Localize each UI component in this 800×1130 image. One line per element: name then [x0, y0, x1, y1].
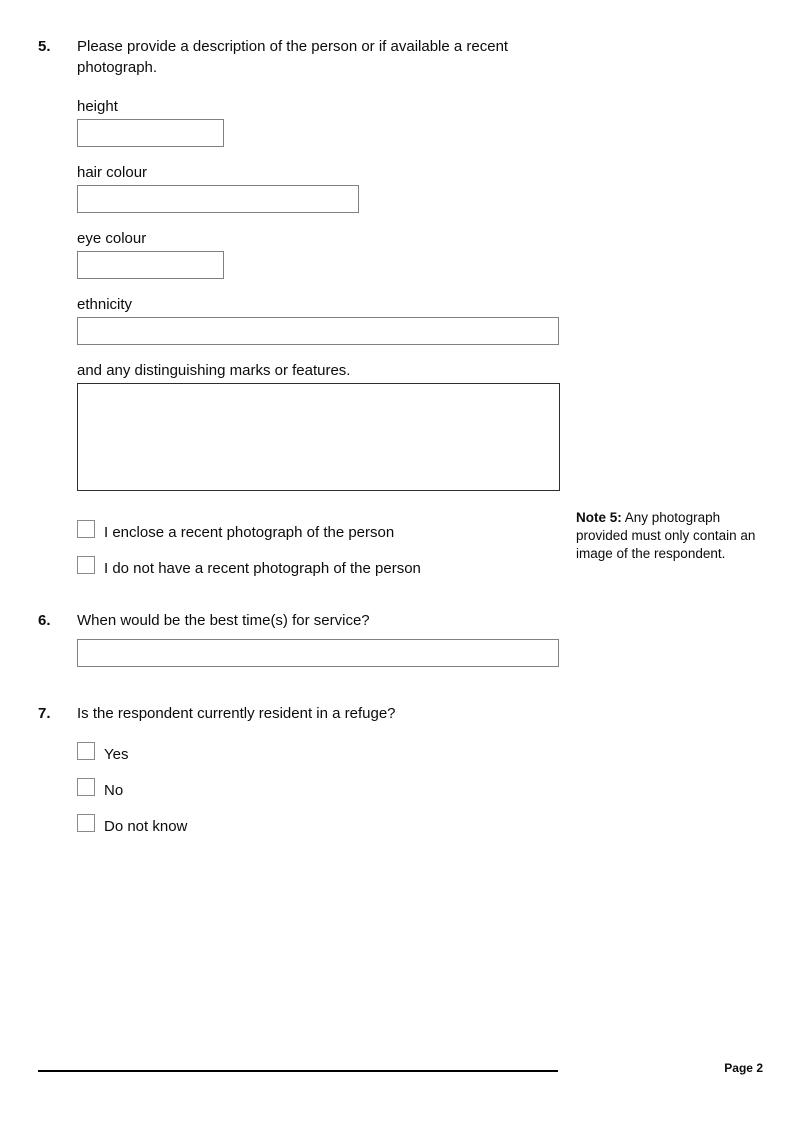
question-7	[38, 703, 598, 836]
refuge-no-label: No	[104, 782, 124, 799]
question-7-number: 7.	[38, 705, 51, 722]
question-6	[38, 610, 598, 667]
field-eye-colour	[77, 230, 598, 279]
field-hair-colour	[77, 164, 598, 213]
enclose-photo-row	[77, 520, 598, 542]
footer-divider	[38, 1070, 558, 1072]
refuge-options-group	[77, 742, 598, 836]
no-photo-checkbox[interactable]	[77, 556, 95, 574]
enclose-photo-label: I enclose a recent photograph of the person	[104, 524, 395, 541]
question-5	[38, 36, 598, 578]
page-number: Page 2	[724, 1061, 763, 1075]
no-photo-label: I do not have a recent photograph of the person	[104, 560, 421, 577]
eye-colour-label: eye colour	[77, 230, 147, 247]
refuge-dontknow-checkbox[interactable]	[77, 814, 95, 832]
hair-colour-input[interactable]	[77, 185, 359, 213]
hair-colour-label: hair colour	[77, 164, 148, 181]
form-content	[38, 36, 598, 836]
distinguishing-marks-label: and any distinguishing marks or features.	[77, 362, 351, 379]
best-time-input[interactable]	[77, 639, 559, 667]
note-5-title: Note 5:	[576, 510, 622, 525]
question-5-number: 5.	[38, 38, 51, 55]
distinguishing-marks-textarea[interactable]	[77, 383, 560, 491]
enclose-photo-checkbox[interactable]	[77, 520, 95, 538]
height-input[interactable]	[77, 119, 224, 147]
note-5-text: Any photograph provided must only contain an image of the respondent.	[576, 510, 756, 561]
refuge-yes-checkbox[interactable]	[77, 742, 95, 760]
no-photo-row	[77, 556, 598, 578]
height-label: height	[77, 98, 118, 115]
refuge-yes-row	[77, 742, 598, 764]
field-height	[77, 98, 598, 147]
field-distinguishing-marks	[77, 362, 598, 491]
refuge-dontknow-label: Do not know	[104, 818, 188, 835]
field-ethnicity	[77, 296, 598, 345]
ethnicity-input[interactable]	[77, 317, 559, 345]
question-6-text: When would be the best time(s) for service?	[77, 612, 370, 629]
refuge-no-checkbox[interactable]	[77, 778, 95, 796]
ethnicity-label: ethnicity	[77, 296, 133, 313]
refuge-yes-label: Yes	[104, 746, 129, 763]
note-5	[576, 509, 764, 563]
refuge-no-row	[77, 778, 598, 800]
question-5-text: Please provide a description of the person or if available a recent photograph.	[77, 38, 509, 76]
eye-colour-input[interactable]	[77, 251, 224, 279]
question-7-text: Is the respondent currently resident in a refuge?	[77, 705, 396, 722]
refuge-dontknow-row	[77, 814, 598, 836]
question-6-number: 6.	[38, 612, 51, 629]
photograph-checkbox-group	[77, 520, 598, 578]
